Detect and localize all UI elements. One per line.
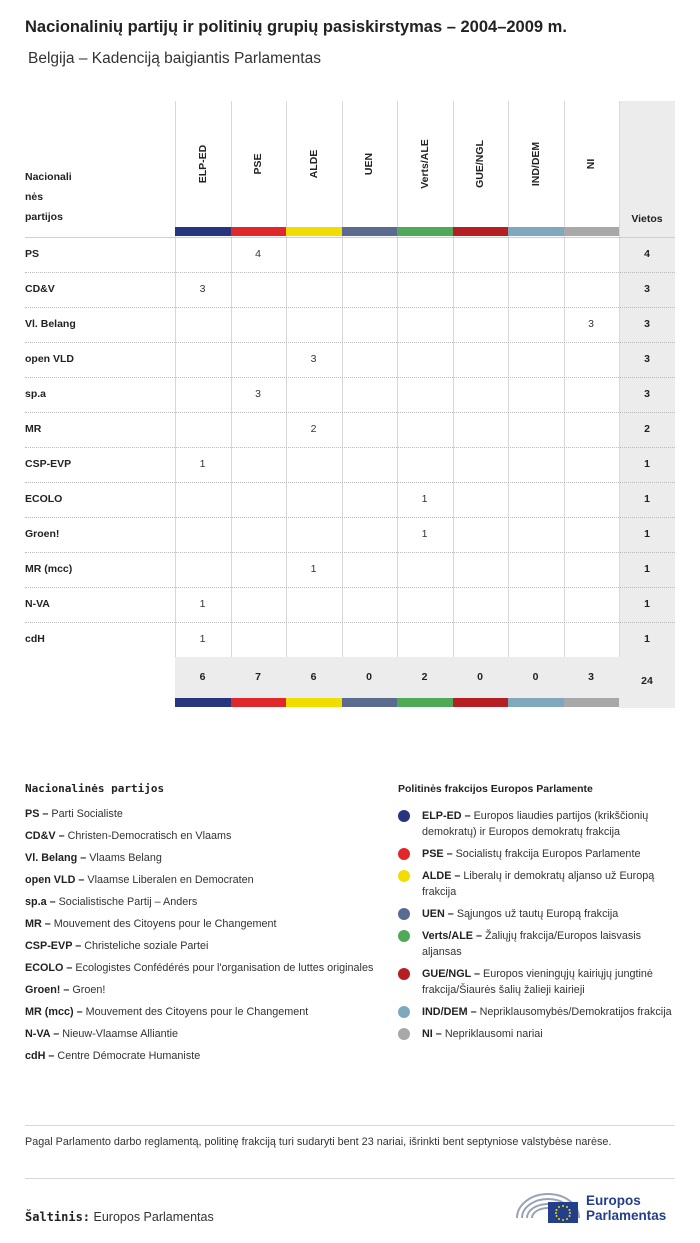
seat-count-cell [342,517,397,552]
seat-count-cell [453,377,508,412]
grand-total: 24 [641,675,653,687]
seat-count-cell [231,482,286,517]
table-row [25,517,675,552]
party-legend-item: N-VA – Nieuw-Vlaamse Alliantie [25,1028,179,1040]
seat-count-cell: 3 [310,353,317,365]
group-legend-item: UEN – Sąjungos už tautų Europą frakcija [398,906,678,922]
table-row [25,272,675,307]
seat-count-cell [397,622,452,657]
seat-count-cell [508,622,563,657]
party-legend-item: open VLD – Vlaamse Liberalen en Democraten [25,874,254,886]
seat-count-cell [397,552,452,587]
seat-count-cell [453,482,508,517]
group-color-bar [397,698,453,707]
seat-count-cell [564,412,619,447]
seat-count-cell [342,622,397,657]
seat-count-cell [286,237,341,272]
table-row [25,552,675,587]
seat-count-cell [508,237,563,272]
group-total: 0 [366,671,372,683]
row-total: 1 [644,598,650,610]
row-total: 2 [644,423,650,435]
group-color-bar [453,698,509,707]
party-legend-item: Groen! – Groen! [25,984,106,996]
parties-legend-title: Nacionalinės partijos [25,782,165,795]
seat-count-cell [453,342,508,377]
group-header-label: GUE/NGL [474,140,486,188]
seat-count-cell [453,412,508,447]
group-color-dot-icon [398,848,410,860]
seat-count-cell [342,552,397,587]
parliament-emblem-icon [515,1188,581,1226]
seat-count-cell [397,342,452,377]
seat-count-cell [342,272,397,307]
group-legend-item: GUE/NGL – Europos vieningųjų kairiųjų jungtinė frakcija/Šiaurės šalių žalieji kairieji [398,966,678,998]
party-name: open VLD [25,353,74,365]
seat-count-cell [342,237,397,272]
row-total: 3 [644,283,650,295]
party-name: CSP-EVP [25,458,72,470]
group-header [175,101,230,227]
seat-count-cell [175,517,230,552]
seat-count-cell [564,517,619,552]
european-parliament-logo [515,1188,680,1228]
party-name: PS [25,248,40,260]
group-header-label: ALDE [307,149,320,179]
divider [25,1178,675,1179]
seat-count-cell: 3 [255,388,261,400]
group-header-label: NI [585,158,597,170]
seat-count-cell [397,377,452,412]
seat-count-cell: 2 [310,423,317,435]
row-total: 1 [644,458,650,470]
seat-count-cell [453,587,508,622]
seat-count-cell [564,447,619,482]
logo-text: Europos Parlamentas [586,1193,667,1223]
group-color-bar [286,698,342,707]
row-total: 3 [644,388,650,400]
group-color-bar [342,698,398,707]
group-total: 6 [310,671,317,683]
seat-count-cell [342,447,397,482]
group-header [231,101,286,227]
source [25,1210,214,1224]
group-color-bar [342,227,398,236]
seat-count-cell [508,412,563,447]
seat-count-cell [508,307,563,342]
group-color-dot-icon [398,930,410,942]
seat-count-cell [508,587,563,622]
seat-count-cell [397,307,452,342]
group-header [508,101,563,227]
group-header-label: PSE [252,153,264,175]
group-color-dot-icon [398,870,410,882]
party-legend-item: Vl. Belang – Vlaams Belang [25,852,162,864]
seat-count-cell [453,447,508,482]
seat-count-cell [453,552,508,587]
seat-count-cell: 1 [199,598,206,610]
row-total: 3 [644,353,650,365]
seat-count-cell [175,552,230,587]
seat-count-cell [508,377,563,412]
seat-count-cell [231,622,286,657]
group-header [453,101,508,227]
group-header-label: IND/DEM [529,141,542,187]
group-header [564,101,619,227]
group-legend-item: NI – Nepriklausomi nariai [398,1026,678,1042]
party-legend-item: CD&V – Christen-Democratisch en Vlaams [25,830,232,842]
group-total: 2 [421,671,428,683]
seat-count-cell [342,377,397,412]
seat-count-cell [508,552,563,587]
party-legend-item: MR – Mouvement des Citoyens pour le Changement [25,918,277,930]
group-legend-item: Verts/ALE – Žaliųjų frakcija/Europos laisvasis aljansas [398,928,678,960]
group-color-bar [175,227,231,236]
seat-count-cell [564,587,619,622]
seat-count-cell [286,447,341,482]
seat-count-cell [508,447,563,482]
seat-count-cell [231,412,286,447]
seat-count-cell [231,447,286,482]
seat-count-cell [231,342,286,377]
group-color-dot-icon [398,1006,410,1018]
groups-legend [398,783,678,1048]
seat-count-cell [286,307,341,342]
seat-count-cell [231,272,286,307]
group-color-dot-icon [398,1028,410,1040]
seat-count-cell [564,377,619,412]
party-legend-item: PS – Parti Socialiste [25,808,123,820]
table-row [25,622,675,657]
seat-count-cell [564,342,619,377]
seat-count-cell [342,342,397,377]
seat-count-cell: 1 [421,493,428,505]
party-legend-item: MR (mcc) – Mouvement des Citoyens pour le Changement [25,1006,309,1018]
table-row [25,447,675,482]
page-title: Nacionalinių partijų ir politinių grupių pasiskirstymas – 2004–2009 m. [25,18,567,36]
seat-count-cell [286,622,341,657]
group-color-bar [286,227,342,236]
seat-count-cell [508,342,563,377]
party-legend-item: CSP-EVP – Christeliche soziale Partei [25,940,209,952]
seat-count-cell [342,307,397,342]
seat-count-cell [175,412,230,447]
seat-count-cell [286,587,341,622]
source-label: Šaltinis: [25,1210,91,1224]
party-name: N-VA [25,598,50,610]
table-row [25,237,675,272]
source-value: Europos Parlamentas [93,1210,214,1224]
seat-count-cell [231,587,286,622]
parties-legend [25,782,385,1070]
seat-count-cell [397,587,452,622]
seat-count-cell [231,307,286,342]
distribution-table [25,101,675,708]
group-legend-item: IND/DEM – Nepriklausomybės/Demokratijos frakcija [398,1004,678,1020]
seat-count-cell: 1 [310,563,317,575]
group-color-dot-icon [398,810,410,822]
seat-count-cell [508,272,563,307]
group-legend-item: ALDE – Liberalų ir demokratų aljanso už Europą frakcija [398,868,678,900]
table-row [25,377,675,412]
seat-count-cell [286,377,341,412]
row-total: 1 [644,633,650,645]
seat-count-cell: 1 [199,633,206,645]
party-legend-item: ECOLO – Ecologistes Confédérés pour l'organisation de luttes originales [25,962,374,974]
group-color-bar [231,227,287,236]
row-total: 4 [644,248,650,260]
table-row [25,482,675,517]
seat-count-cell [231,552,286,587]
party-name: Vl. Belang [25,318,76,330]
page-subtitle: Belgija – Kadenciją baigiantis Parlamentas [28,50,321,67]
seat-count-cell [453,622,508,657]
group-total: 0 [532,671,539,683]
seat-count-cell: 3 [199,283,206,295]
party-name: Groen! [25,528,60,540]
groups-legend-title: Politinės frakcijos Europos Parlamente [398,783,593,795]
seat-count-cell [175,377,230,412]
table-row [25,307,675,342]
seat-count-cell: 4 [255,248,261,260]
seats-column-header: Vietos [631,213,663,225]
group-header [342,101,397,227]
seat-count-cell [397,272,452,307]
seat-count-cell [175,342,230,377]
seat-count-cell [508,517,563,552]
seat-count-cell [564,272,619,307]
party-name: MR (mcc) [25,563,73,575]
group-legend-item: ELP-ED – Europos liaudies partijos (krikščionių demokratų) ir Europos demokratų frakcija [398,808,678,840]
seat-count-cell [453,237,508,272]
divider [25,1125,675,1126]
table-row [25,587,675,622]
party-legend-item: cdH – Centre Démocrate Humaniste [25,1050,201,1062]
seat-count-cell [564,552,619,587]
group-header-label: Verts/ALE [418,139,431,189]
seat-count-cell: 1 [199,458,206,470]
party-name: ECOLO [25,493,63,505]
group-total: 6 [199,671,206,683]
table-row [25,412,675,447]
seat-count-cell: 1 [421,528,428,540]
seat-count-cell [508,482,563,517]
group-total: 7 [255,671,261,683]
group-color-bar [231,698,287,707]
table-row [25,342,675,377]
row-total: 3 [644,318,650,330]
group-header [286,101,341,227]
group-color-bar [564,227,620,236]
group-color-bar [397,227,453,236]
parties-column-header: Nacionali nės partijos [25,171,72,223]
group-color-dot-icon [398,968,410,980]
group-legend-item: PSE – Socialistų frakcija Europos Parlamente [398,846,678,862]
footnote: Pagal Parlamento darbo reglamentą, politinę frakciją turi sudaryti bent 23 nariai, išrinkti bent septyniose valstybėse narėse. [25,1136,612,1148]
seat-count-cell [397,237,452,272]
group-color-bar [564,698,620,707]
seat-count-cell [286,272,341,307]
seat-count-cell [564,482,619,517]
seat-count-cell [231,517,286,552]
group-header-label: ELP-ED [196,144,209,184]
seat-count-cell [175,482,230,517]
row-total: 1 [644,528,650,540]
seat-count-cell [342,482,397,517]
group-total: 0 [477,671,483,683]
group-header-label: UEN [363,152,375,176]
seat-count-cell [342,412,397,447]
seat-count-cell [564,237,619,272]
group-total: 3 [588,671,594,683]
seat-count-cell [453,517,508,552]
group-color-bar [508,698,564,707]
seat-count-cell [453,307,508,342]
seat-count-cell [397,447,452,482]
seat-count-cell: 3 [588,318,594,330]
group-color-bar [175,698,231,707]
group-header [397,101,452,227]
seat-count-cell [342,587,397,622]
seat-count-cell [286,517,341,552]
seat-count-cell [175,237,230,272]
group-color-bar [453,227,509,236]
seat-count-cell [564,622,619,657]
seat-count-cell [175,307,230,342]
party-name: CD&V [25,283,55,295]
party-name: sp.a [25,388,47,400]
party-legend-item: sp.a – Socialistische Partij – Anders [25,896,198,908]
group-color-dot-icon [398,908,410,920]
party-name: cdH [25,633,45,645]
group-color-bar [508,227,564,236]
party-name: MR [25,423,42,435]
seat-count-cell [453,272,508,307]
seat-count-cell [286,482,341,517]
row-total: 1 [644,493,650,505]
row-total: 1 [644,563,650,575]
seat-count-cell [397,412,452,447]
